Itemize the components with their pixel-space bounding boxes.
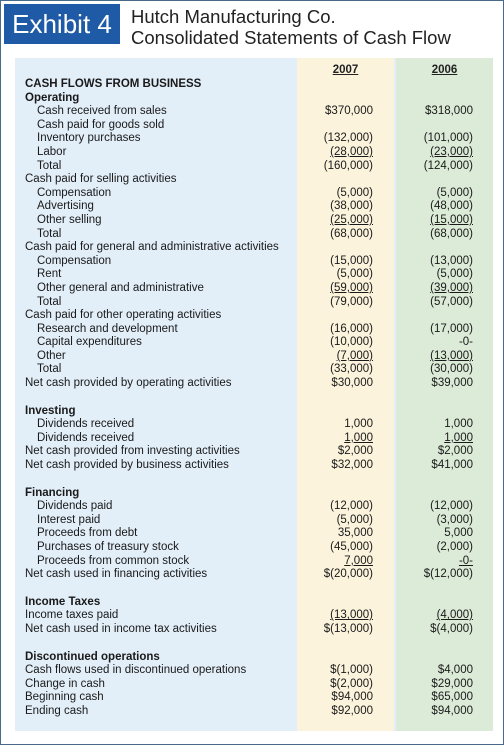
value-2007: (10,000): [330, 336, 373, 349]
column-header-2007: [297, 64, 394, 77]
statement-row: [15, 363, 493, 377]
statement-row: [15, 228, 493, 242]
statement-row: [15, 527, 493, 541]
value-2007: (7,000): [336, 349, 373, 362]
value-2006: $4,000: [437, 664, 473, 677]
statement-row: [15, 500, 493, 514]
value-2006: 5,000: [444, 527, 473, 540]
statement-row: [15, 514, 493, 528]
column-header-2007-label: 2007: [332, 64, 359, 76]
statement-row: [15, 555, 493, 569]
statement-row: [15, 705, 493, 719]
row-label: Cash paid for goods sold: [37, 118, 165, 131]
value-2006: (4,000): [436, 609, 473, 622]
row-label: Beginning cash: [25, 691, 104, 704]
row-label: Proceeds from common stock: [37, 554, 190, 567]
value-2007: 7,000: [344, 554, 373, 567]
statement-row: [15, 255, 493, 269]
statement-row: [15, 160, 493, 174]
statement-row: [15, 336, 493, 350]
section-heading: [15, 651, 493, 665]
value-2006: 1,000: [444, 418, 473, 431]
value-2007: (15,000): [330, 254, 373, 267]
value-2006: (2,000): [436, 541, 473, 553]
row-spacer: [15, 473, 493, 487]
statement-row: [15, 678, 493, 692]
row-label: Operating: [25, 91, 80, 104]
statement-row: [15, 459, 493, 473]
row-label: Net cash provided by operating activities: [25, 377, 232, 390]
row-label: Capital expenditures: [37, 336, 142, 349]
value-2007: (5,000): [336, 513, 373, 526]
statement-row: [15, 268, 493, 282]
row-label: Net cash used in financing activities: [25, 568, 208, 581]
value-2007: $94,000: [331, 691, 373, 704]
section-heading: [15, 405, 493, 419]
value-2006: (3,000): [436, 513, 473, 526]
statement-row: [15, 282, 493, 296]
statement-row: [15, 691, 493, 705]
value-2007: (16,000): [330, 322, 373, 335]
value-2007: 1,000: [344, 418, 373, 431]
statement-row: [15, 105, 493, 119]
row-label: Cash paid for general and administrative activities: [25, 241, 279, 254]
statement-row: [15, 214, 493, 228]
row-label: Proceeds from debt: [37, 527, 138, 540]
value-2006: (15,000): [430, 213, 473, 226]
section-heading: [15, 78, 493, 92]
value-2007: $(1,000): [330, 664, 373, 677]
statement-row: [15, 309, 493, 323]
row-spacer: [15, 391, 493, 405]
row-label: Net cash provided from investing activities: [25, 445, 240, 458]
value-2006: $65,000: [431, 691, 473, 704]
value-2007: (28,000): [330, 145, 373, 158]
row-label: Cash flows used in discontinued operations: [25, 664, 247, 677]
row-label: CASH FLOWS FROM BUSINESS: [25, 78, 202, 90]
statement-row: [15, 377, 493, 391]
value-2007: $2,000: [337, 445, 373, 458]
row-label: Interest paid: [37, 513, 101, 526]
statement-row: [15, 323, 493, 337]
value-2007: (33,000): [330, 363, 373, 376]
statement-row: [15, 132, 493, 146]
row-label: Cash paid for selling activities: [25, 173, 177, 186]
value-2006: (23,000): [430, 145, 473, 158]
row-label: Inventory purchases: [37, 132, 141, 145]
value-2007: $30,000: [331, 377, 373, 390]
value-2007: (132,000): [323, 132, 373, 145]
value-2007: 35,000: [337, 527, 373, 540]
company-name: Hutch Manufacturing Co.: [131, 6, 336, 27]
value-2007: $(20,000): [323, 568, 373, 581]
row-label: Income taxes paid: [25, 609, 119, 622]
value-2006: $318,000: [425, 105, 473, 118]
value-2006: $94,000: [431, 704, 473, 717]
value-2006: (5,000): [436, 268, 473, 281]
statement-row: [15, 296, 493, 310]
value-2006: (13,000): [430, 254, 473, 267]
statement-row: [15, 119, 493, 133]
statement-row: [15, 664, 493, 678]
row-label: Change in cash: [25, 677, 105, 690]
statement-row: [15, 541, 493, 555]
row-label: Other general and administrative: [37, 281, 204, 294]
section-heading: [15, 596, 493, 610]
value-2006: (17,000): [430, 322, 473, 335]
value-2007: 1,000: [344, 431, 373, 444]
row-label: Dividends received: [37, 431, 135, 444]
row-spacer: [15, 637, 493, 651]
value-2006: (39,000): [430, 281, 473, 294]
row-label: Cash received from sales: [37, 105, 167, 118]
row-label: Advertising: [37, 200, 94, 213]
value-2006: 1,000: [444, 431, 473, 444]
statement-body: [15, 58, 493, 731]
value-2007: (13,000): [330, 609, 373, 622]
row-label: Discontinued operations: [25, 650, 160, 663]
statement-row: [15, 432, 493, 446]
row-label: Cash paid for other operating activities: [25, 309, 222, 322]
value-2006: (68,000): [430, 227, 473, 240]
value-2006: (12,000): [430, 500, 473, 513]
row-label: Net cash provided by business activities: [25, 459, 229, 472]
row-label: Total: [37, 363, 62, 376]
row-label: Ending cash: [25, 704, 89, 717]
row-label: Income Taxes: [25, 595, 101, 608]
statement-row: [15, 623, 493, 637]
row-label: Purchases of treasury stock: [37, 541, 179, 553]
row-spacer: [15, 582, 493, 596]
value-2006: -0-: [458, 336, 473, 349]
row-label: Rent: [37, 268, 62, 281]
column-header-2006: [396, 64, 493, 77]
row-label: Compensation: [37, 254, 112, 267]
value-2007: $32,000: [331, 459, 373, 472]
value-2007: (79,000): [330, 295, 373, 308]
value-2006: (13,000): [430, 349, 473, 362]
column-header-2006-label: 2006: [431, 64, 458, 76]
value-2006: -0-: [458, 554, 473, 567]
value-2006: (48,000): [430, 200, 473, 213]
section-heading: [15, 487, 493, 501]
statement-row: [15, 146, 493, 160]
value-2006: (5,000): [436, 186, 473, 199]
value-2006: (124,000): [423, 159, 473, 172]
value-2006: $(4,000): [430, 622, 473, 635]
row-label: Dividends received: [37, 418, 135, 431]
row-label: Compensation: [37, 186, 112, 199]
row-label: Dividends paid: [37, 500, 113, 513]
statement-row: [15, 187, 493, 201]
value-2007: $370,000: [325, 105, 373, 118]
statement-row: [15, 418, 493, 432]
value-2007: (59,000): [330, 281, 373, 294]
row-label: Investing: [25, 404, 76, 417]
value-2006: $29,000: [431, 677, 473, 690]
value-2007: $92,000: [331, 704, 373, 717]
statement-row: [15, 445, 493, 459]
statement-row: [15, 173, 493, 187]
value-2007: (45,000): [330, 541, 373, 553]
value-2006: $41,000: [431, 459, 473, 472]
value-2007: (5,000): [336, 268, 373, 281]
statement-row: [15, 568, 493, 582]
value-2007: (12,000): [330, 500, 373, 513]
value-2006: (57,000): [430, 295, 473, 308]
statement-rows: [15, 78, 493, 719]
statement-row: [15, 241, 493, 255]
value-2006: $(12,000): [423, 568, 473, 581]
value-2007: (160,000): [323, 159, 373, 172]
value-2006: (101,000): [423, 132, 473, 145]
row-label: Other: [37, 349, 66, 362]
value-2007: (25,000): [330, 213, 373, 226]
value-2006: $2,000: [437, 445, 473, 458]
row-label: Total: [37, 295, 62, 308]
value-2006: (30,000): [430, 363, 473, 376]
value-2007: $(2,000): [330, 677, 373, 690]
exhibit-badge: Exhibit 4: [4, 4, 120, 44]
statement-row: [15, 350, 493, 364]
section-heading: [15, 92, 493, 106]
row-label: Total: [37, 227, 62, 240]
value-2007: (38,000): [330, 200, 373, 213]
row-label: Net cash used in income tax activities: [25, 622, 217, 635]
row-label: Labor: [37, 145, 67, 158]
row-label: Financing: [25, 486, 80, 499]
value-2007: (68,000): [330, 227, 373, 240]
statement-row: [15, 609, 493, 623]
row-label: Research and development: [37, 322, 178, 335]
value-2006: $39,000: [431, 377, 473, 390]
statement-title: Consolidated Statements of Cash Flow: [131, 27, 451, 48]
row-label: Other selling: [37, 213, 102, 226]
exhibit-header: [1, 1, 503, 53]
value-2007: $(13,000): [323, 622, 373, 635]
row-label: Total: [37, 159, 62, 172]
value-2007: (5,000): [336, 186, 373, 199]
statement-row: [15, 200, 493, 214]
